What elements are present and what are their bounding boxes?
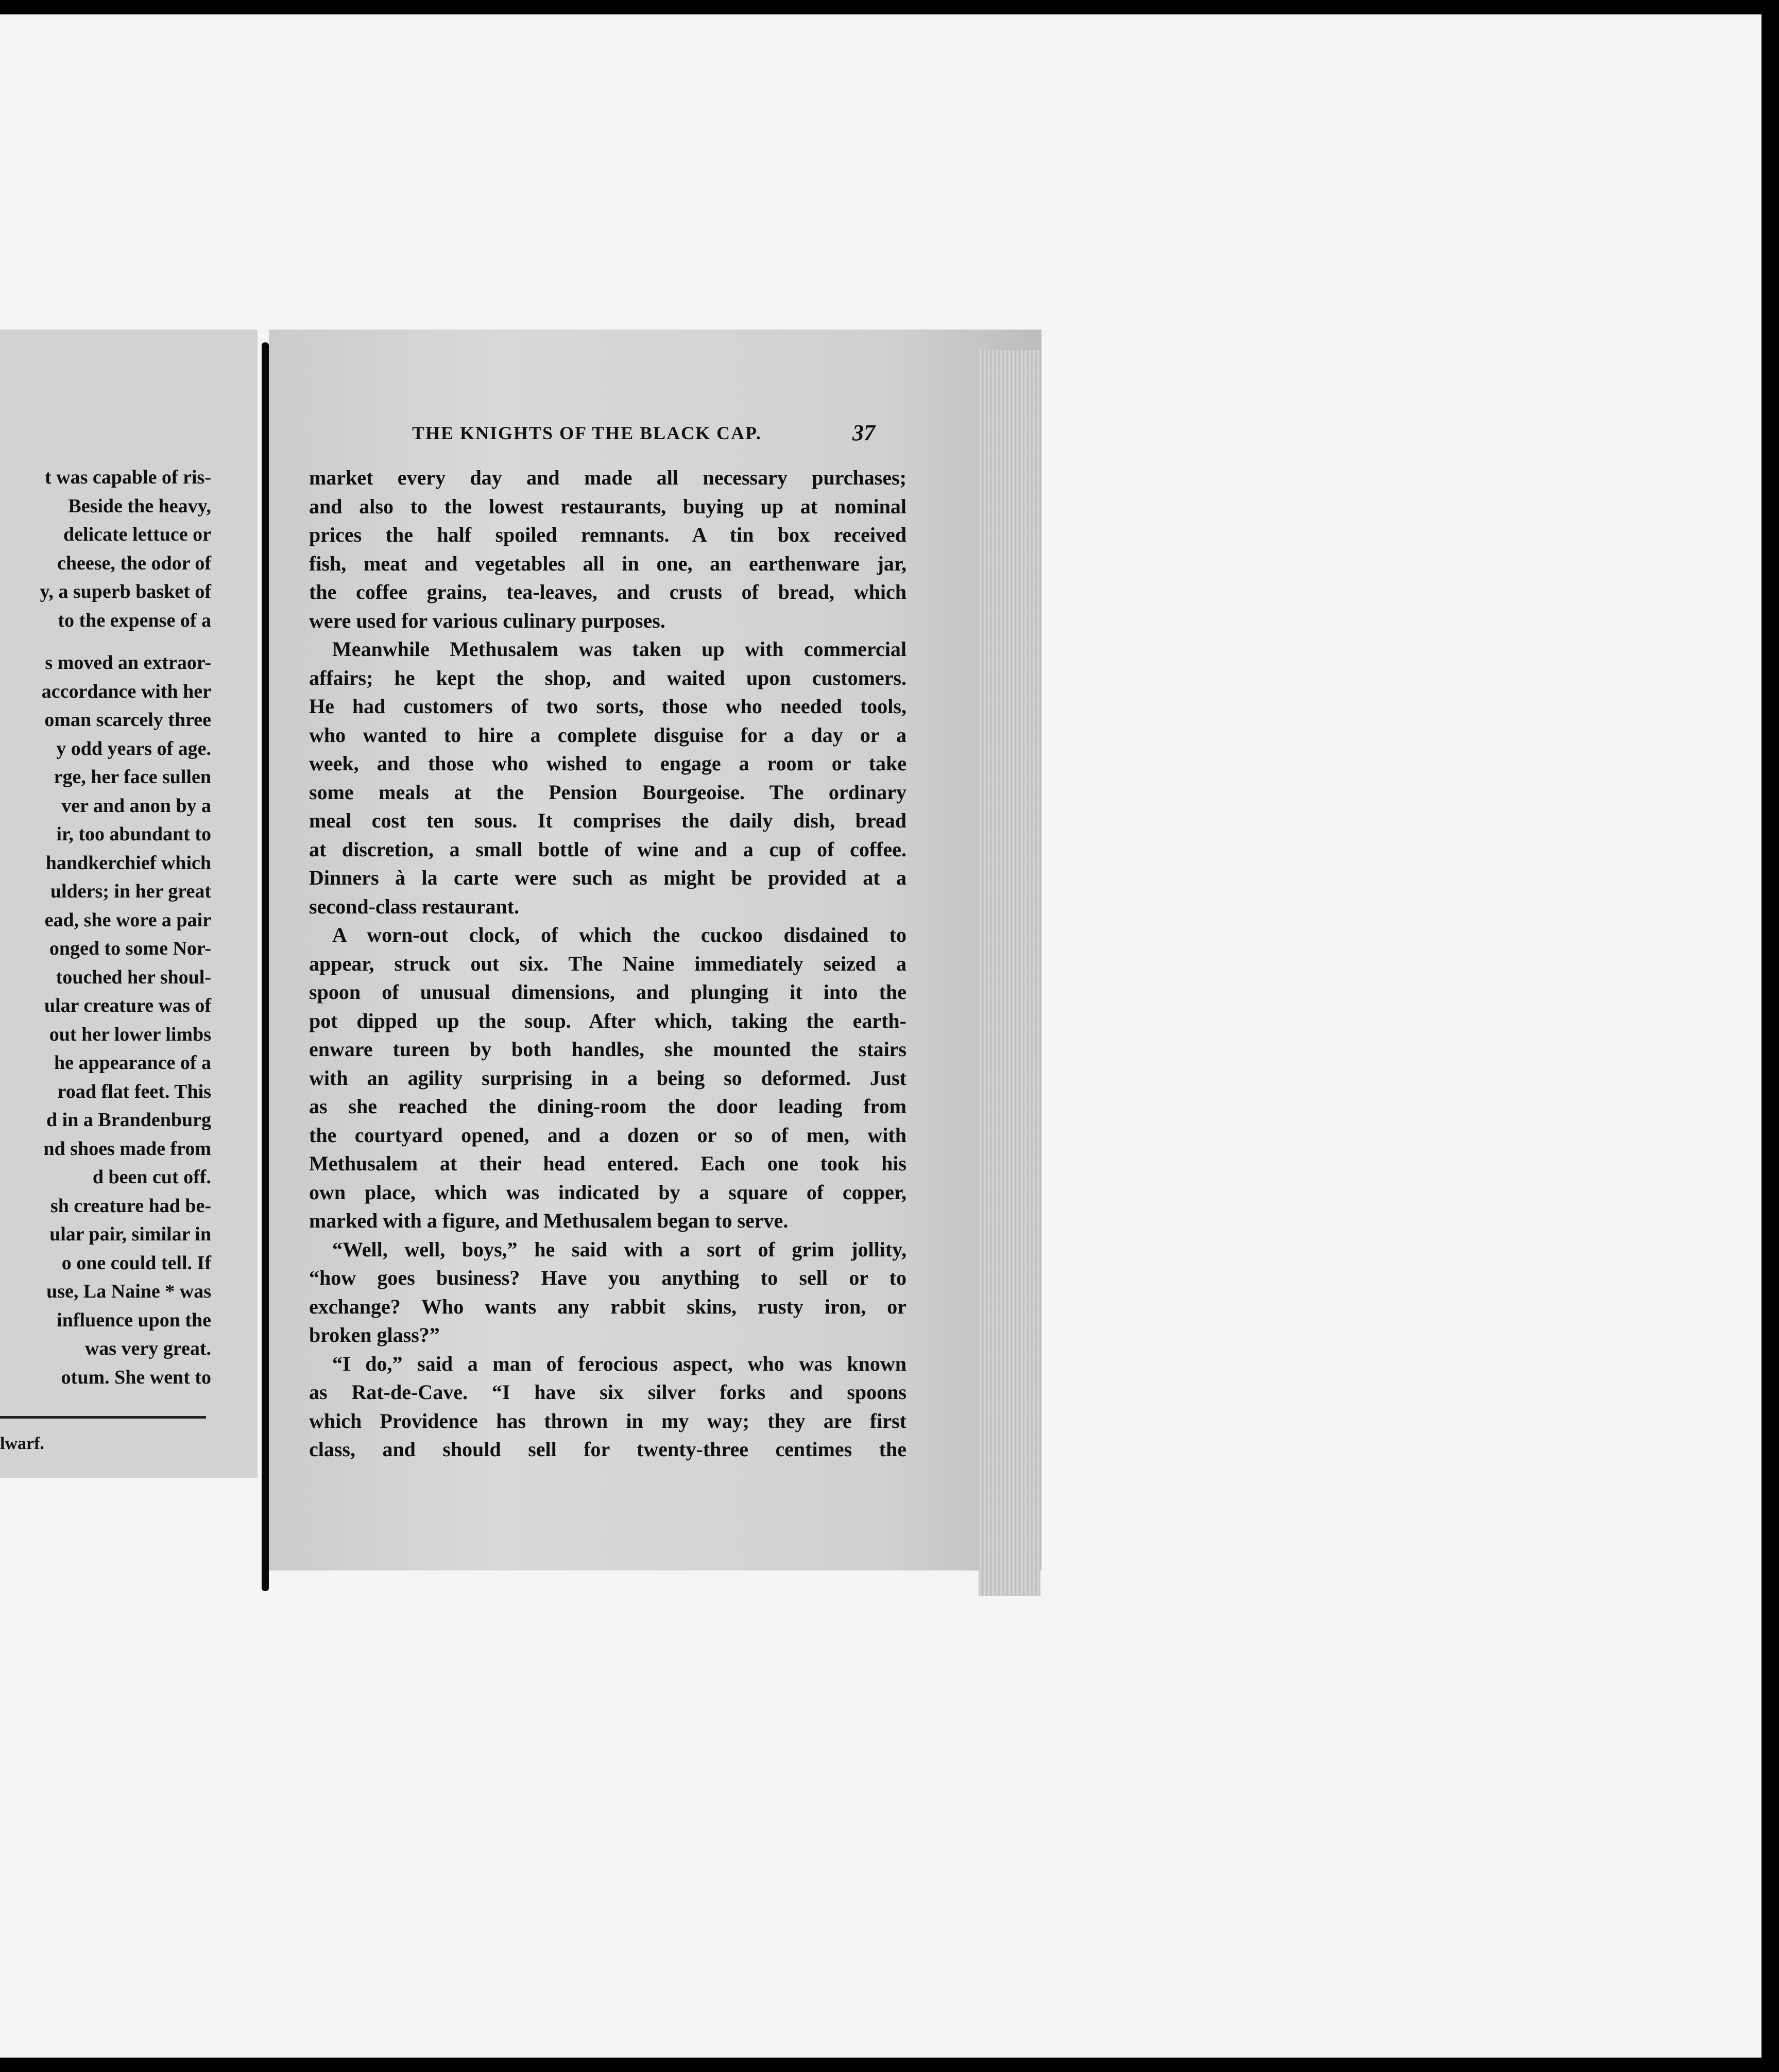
text-line: ir, too abundant to bbox=[56, 823, 211, 845]
text-line: ulders; in her great bbox=[50, 880, 211, 902]
scan-border-top bbox=[0, 0, 1779, 14]
text-line: Methusalem at their head entered. Each one took his bbox=[309, 1152, 906, 1175]
text-line: out her lower limbs bbox=[49, 1023, 211, 1045]
text-line: as Rat-de-Cave. “I have six silver forks and spoons bbox=[309, 1380, 906, 1404]
left-page-text bbox=[0, 463, 211, 1392]
right-page-text bbox=[309, 463, 906, 1464]
text-line: accordance with her bbox=[41, 680, 211, 702]
paragraph-gap bbox=[0, 635, 211, 649]
running-header: THE KNIGHTS OF THE BLACK CAP. bbox=[412, 423, 762, 443]
text-line: s moved an extraor- bbox=[45, 652, 211, 674]
text-line: Meanwhile Methusalem was taken up with commercial bbox=[332, 637, 906, 661]
left-footnote: lwarf. bbox=[0, 1434, 44, 1453]
text-line: onged to some Nor- bbox=[49, 938, 211, 959]
text-line: “Well, well, boys,” he said with a sort of grim jollity, bbox=[332, 1237, 906, 1261]
text-line: prices the half spoiled remnants. A tin box received bbox=[309, 523, 906, 546]
text-line: otum. She went to bbox=[61, 1366, 211, 1388]
text-line: affairs; he kept the shop, and waited upon customers. bbox=[309, 666, 906, 689]
text-line: who wanted to hire a complete disguise for a day or a bbox=[309, 723, 906, 747]
text-line: the coffee grains, tea-leaves, and crusts of bread, which bbox=[309, 580, 906, 603]
text-line: rge, her face sullen bbox=[54, 766, 211, 788]
text-line: Dinners à la carte were such as might be provided at a bbox=[309, 866, 906, 889]
text-line: ead, she wore a pair bbox=[44, 909, 211, 931]
text-line: he appearance of a bbox=[54, 1052, 211, 1074]
text-line: class, and should sell for twenty-three centimes the bbox=[309, 1438, 906, 1461]
text-line: y, a superb basket of bbox=[40, 581, 211, 602]
text-line: the courtyard opened, and a dozen or so of men, with bbox=[309, 1123, 906, 1147]
scan-border-bottom bbox=[0, 2058, 1779, 2072]
text-line: enware tureen by both handles, she mounted the stairs bbox=[309, 1038, 906, 1061]
text-line: cheese, the odor of bbox=[57, 552, 211, 574]
text-line: pot dipped up the soup. After which, taking the earth- bbox=[309, 1009, 906, 1032]
page-number: 37 bbox=[852, 420, 875, 445]
text-line: influence upon the bbox=[57, 1309, 211, 1331]
text-line: A worn-out clock, of which the cuckoo disdained to bbox=[332, 923, 906, 946]
text-line: o one could tell. If bbox=[61, 1252, 211, 1274]
text-line: was very great. bbox=[84, 1338, 211, 1359]
text-line: to the expense of a bbox=[58, 609, 211, 631]
text-line: ular creature was of bbox=[44, 995, 211, 1016]
text-line: use, La Naine * was bbox=[46, 1281, 211, 1302]
text-line: week, and those who wished to engage a room or take bbox=[309, 752, 906, 775]
text-line: exchange? Who wants any rabbit skins, rusty iron, or bbox=[309, 1294, 906, 1318]
text-line: y odd years of age. bbox=[56, 737, 211, 759]
text-line: ular pair, similar in bbox=[49, 1223, 211, 1245]
scan-border-right bbox=[1761, 0, 1779, 2072]
text-line: road flat feet. This bbox=[57, 1080, 211, 1102]
text-line: at discretion, a small bottle of wine and a cup of coffee. bbox=[309, 837, 906, 861]
text-line: Beside the heavy, bbox=[68, 495, 211, 517]
text-line: with an agility surprising in a being so deformed. Just bbox=[309, 1066, 906, 1090]
text-line: delicate lettuce or bbox=[63, 524, 211, 545]
text-line: oman scarcely three bbox=[44, 709, 211, 731]
text-line: as she reached the dining-room the door leading from bbox=[309, 1095, 906, 1118]
text-line: “I do,” said a man of ferocious aspect, who was known bbox=[332, 1352, 906, 1375]
text-line: “how goes business? Have you anything to sell or to bbox=[309, 1266, 906, 1289]
text-line: He had customers of two sorts, those who needed tools, bbox=[309, 695, 906, 718]
text-line: d in a Brandenburg bbox=[46, 1109, 211, 1131]
text-line: broken glass?” bbox=[309, 1323, 440, 1346]
text-line: meal cost ten sous. It comprises the daily dish, bread bbox=[309, 809, 906, 832]
text-line: second-class restaurant. bbox=[309, 894, 520, 918]
text-line: nd shoes made from bbox=[43, 1137, 211, 1160]
text-line: sh creature had be- bbox=[50, 1195, 211, 1217]
text-line: own place, which was indicated by a square of copper, bbox=[309, 1180, 906, 1204]
text-line: spoon of unusual dimensions, and plunging it into the bbox=[309, 980, 906, 1004]
text-line: market every day and made all necessary purchases; bbox=[309, 466, 906, 489]
text-line: were used for various culinary purposes. bbox=[309, 609, 665, 632]
text-line: touched her shoul- bbox=[56, 966, 211, 988]
text-line: fish, meat and vegetables all in one, an earthenware jar, bbox=[309, 551, 906, 575]
text-line: ver and anon by a bbox=[61, 795, 211, 817]
text-line: handkerchief which bbox=[45, 852, 211, 874]
text-line: and also to the lowest restaurants, buying up at nominal bbox=[309, 494, 906, 518]
text-line: d been cut off. bbox=[92, 1166, 211, 1188]
footnote-rule bbox=[0, 1416, 206, 1419]
text-line: marked with a figure, and Methusalem began to serve. bbox=[309, 1209, 789, 1232]
book-spine bbox=[262, 342, 269, 1591]
text-line: t was capable of ris- bbox=[45, 467, 211, 488]
text-line: which Providence has thrown in my way; they are first bbox=[309, 1409, 906, 1432]
text-line: some meals at the Pension Bourgeoise. The ordinary bbox=[309, 780, 906, 804]
page-edge-stack bbox=[979, 350, 1040, 1596]
text-line: appear, struck out six. The Naine immediately seized a bbox=[309, 952, 906, 975]
